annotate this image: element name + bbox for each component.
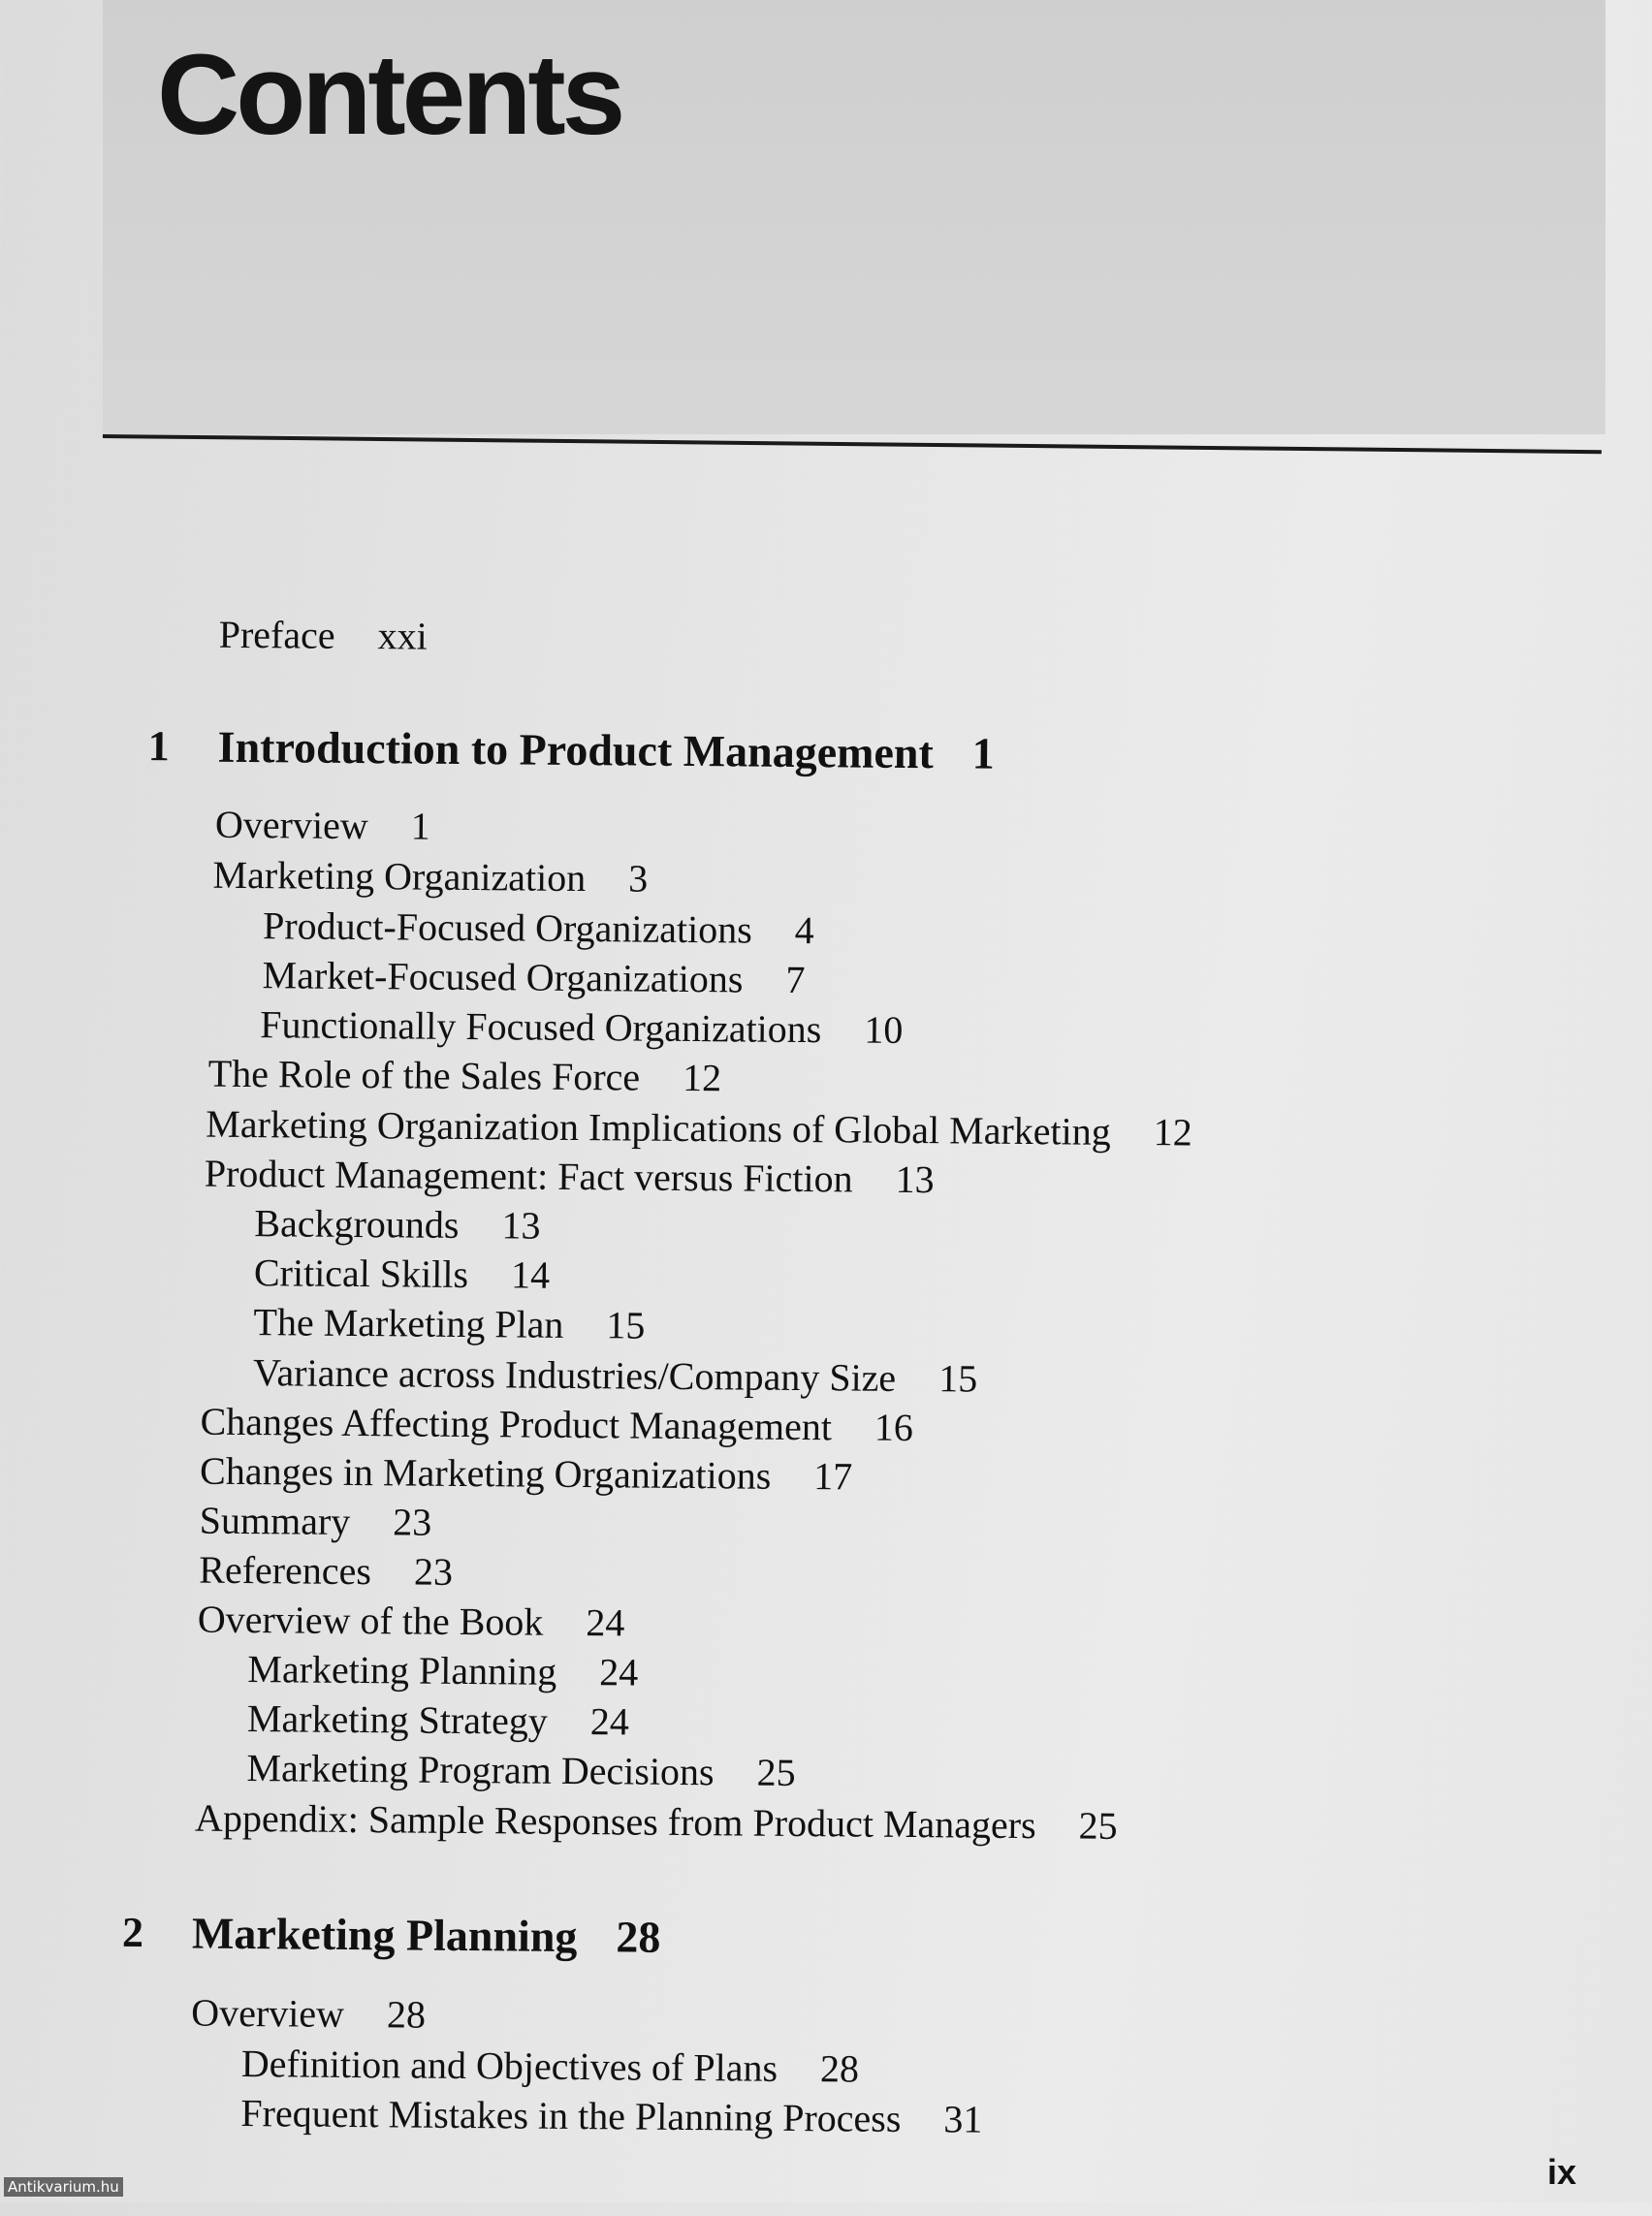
toc-entry[interactable]: [208, 1051, 722, 1102]
entry-label: Overview: [191, 1990, 345, 2036]
entry-label: The Role of the Sales Force: [207, 1051, 641, 1099]
toc-entry[interactable]: [253, 1349, 978, 1403]
chapter-page: 1: [971, 728, 996, 778]
entry-page: 4: [794, 907, 814, 953]
toc-entry[interactable]: [246, 1745, 796, 1796]
entry-label: Appendix: Sample Responses from Product Managers: [194, 1795, 1036, 1848]
entry-label: Marketing Program Decisions: [246, 1746, 715, 1794]
entry-label: Critical Skills: [253, 1250, 469, 1297]
entry-page: 3: [628, 856, 649, 901]
entry-label: Marketing Organization Implications of Global Marketing: [206, 1101, 1111, 1154]
toc-entry[interactable]: [253, 1299, 645, 1349]
toc-entry[interactable]: [206, 1101, 1192, 1156]
entry-label: Summary: [199, 1498, 351, 1543]
entry-page: 28: [386, 1992, 427, 2037]
toc-entry[interactable]: [254, 1250, 551, 1299]
entry-page: 25: [1078, 1803, 1118, 1848]
entry-label: Frequent Mistakes in the Planning Process: [240, 2091, 902, 2140]
toc-entry[interactable]: [198, 1597, 625, 1647]
entry-page: 10: [864, 1007, 904, 1052]
chapter-number: 2: [121, 1908, 144, 1957]
entry-page: 13: [895, 1156, 935, 1202]
entry-label: Market-Focused Organizations: [262, 953, 744, 1001]
entry-label: Product Management: Fact versus Fiction: [204, 1151, 853, 1201]
toc-entry[interactable]: [254, 1200, 540, 1250]
entry-label: The Marketing Plan: [253, 1300, 564, 1346]
entry-page: 16: [874, 1405, 914, 1450]
entry-page: 23: [393, 1500, 432, 1544]
toc-entry[interactable]: [215, 802, 430, 850]
entry-label: Changes in Marketing Organizations: [199, 1448, 772, 1498]
entry-label: Backgrounds: [254, 1201, 460, 1247]
entry-page: 24: [589, 1699, 630, 1744]
toc-entry[interactable]: [191, 1990, 426, 2039]
entry-page: 24: [599, 1650, 639, 1694]
entry-label: Preface: [218, 612, 335, 657]
site-watermark: Antikvarium.hu: [4, 2177, 123, 2197]
entry-label: Overview: [214, 802, 368, 848]
entry-page: 14: [510, 1252, 551, 1297]
toc-entry[interactable]: [262, 952, 805, 1003]
chapter-heading-1[interactable]: [147, 721, 996, 779]
entry-page: 17: [813, 1454, 853, 1499]
toc-entry[interactable]: [240, 2090, 982, 2143]
toc-entry[interactable]: [247, 1695, 629, 1745]
entry-label: Marketing Strategy: [246, 1696, 549, 1743]
toc-entry[interactable]: [212, 852, 648, 902]
toc-entry[interactable]: [200, 1498, 432, 1546]
toc-entry-preface[interactable]: [218, 612, 427, 660]
entry-page: 23: [413, 1549, 454, 1594]
toc-entry[interactable]: [200, 1399, 913, 1451]
entry-page: 24: [586, 1600, 625, 1645]
chapter-title: Marketing Planning: [191, 1908, 578, 1962]
chapter-heading-2[interactable]: [121, 1908, 661, 1963]
toc-entry[interactable]: [263, 902, 814, 954]
entry-label: Marketing Planning: [247, 1647, 557, 1694]
toc-entry[interactable]: [260, 1001, 904, 1054]
toc-entry[interactable]: [199, 1547, 453, 1596]
entry-page: 15: [606, 1303, 646, 1347]
entry-page: 25: [756, 1750, 796, 1794]
page-title: Contents: [157, 31, 622, 159]
entry-page: 31: [943, 2097, 983, 2141]
toc-entry[interactable]: [241, 2041, 860, 2093]
entry-page: 28: [819, 2046, 860, 2091]
chapter-page: 28: [616, 1912, 661, 1962]
entry-page: 15: [937, 1356, 978, 1401]
entry-label: Marketing Organization: [212, 852, 587, 901]
entry-label: Product-Focused Organizations: [262, 903, 752, 952]
entry-label: References: [199, 1547, 372, 1594]
toc-entry[interactable]: [205, 1151, 935, 1204]
toc-entry[interactable]: [247, 1646, 638, 1696]
chapter-title: Introduction to Product Management: [217, 721, 935, 778]
page-folio: ix: [1546, 2152, 1576, 2192]
entry-page: xxi: [377, 614, 428, 658]
entry-page: 12: [1153, 1110, 1192, 1155]
entry-label: Definition and Objectives of Plans: [240, 2042, 778, 2090]
entry-label: Variance across Industries/Company Size: [252, 1350, 897, 1400]
entry-label: Functionally Focused Organizations: [259, 1002, 822, 1052]
entry-label: Changes Affecting Product Management: [200, 1399, 833, 1449]
toc-entry[interactable]: [200, 1448, 853, 1501]
chapter-number: 1: [147, 722, 170, 771]
toc-entry[interactable]: [195, 1795, 1118, 1850]
entry-page: 13: [501, 1203, 541, 1248]
entry-page: 12: [682, 1055, 722, 1100]
entry-page: 1: [410, 804, 430, 848]
entry-label: Overview of the Book: [197, 1597, 544, 1644]
entry-page: 7: [785, 957, 806, 1002]
